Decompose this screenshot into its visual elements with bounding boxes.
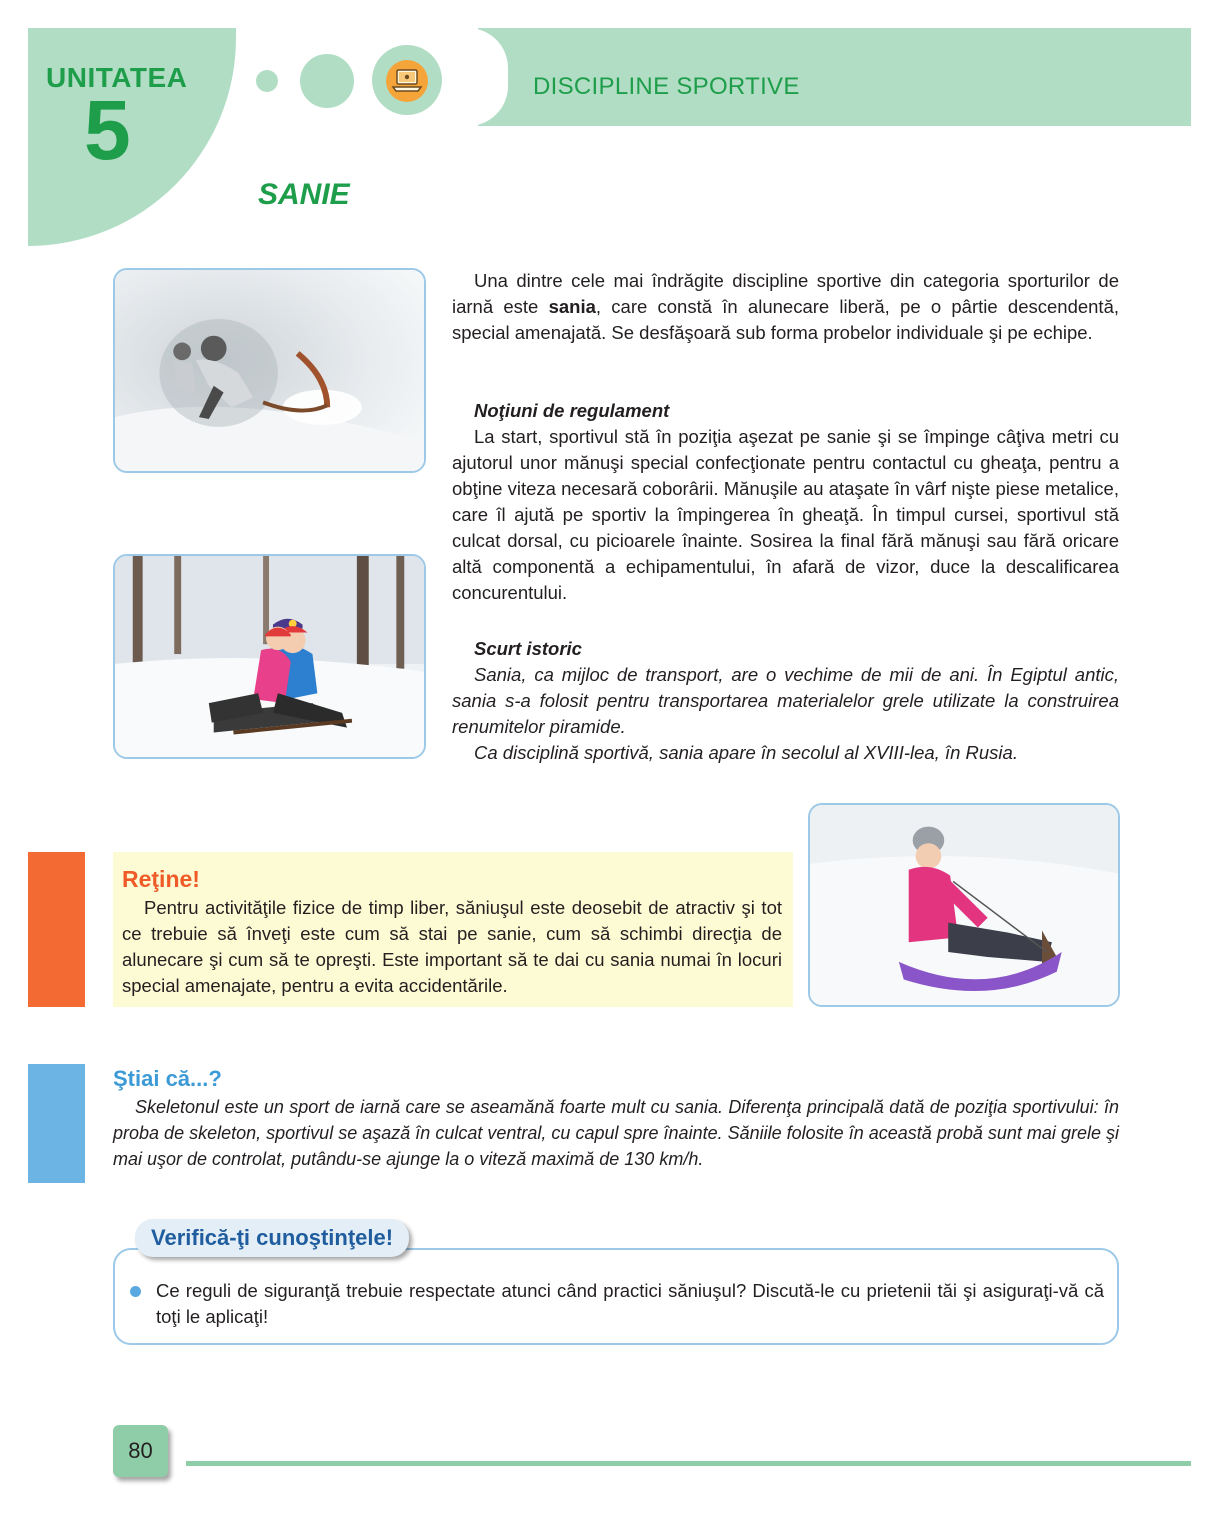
unit-label: UNITATEA	[46, 62, 188, 93]
footer-line	[186, 1461, 1191, 1466]
stiai-paragraph: Skeletonul este un sport de iarnă care se aseamănă foarte mult cu sania. Diferenţa principală dată de poziţia sportivului: în proba de skeleton, sportivul se aşază în culcat ventral, cu capul spre înainte. Săniile folosite în această probă sunt mai grele şi mai uşor de controlat, putându-se ajunge la o viteză maximă de 130 km/h.	[113, 1097, 1119, 1169]
verifica-title: Verifică-ţi cunoştinţele!	[135, 1219, 409, 1257]
retine-paragraph: Pentru activităţile fizice de timp liber, săniuşul este deosebit de atractiv şi tot ce trebuie să înveţi este cum să stai pe sanie, cum să schimbi direcţia de alunecare şi cum să te opreşti. Este important să te dai cu sania numai în locuri special amenajate, pentru a evita accidentările.	[122, 897, 782, 996]
retine-title: Reţine!	[122, 866, 200, 892]
istoric-title: Scurt istoric	[474, 638, 582, 659]
section-title: DISCIPLINE SPORTIVE	[533, 73, 800, 100]
page-title: SANIE	[258, 178, 350, 211]
regulament-section	[452, 398, 1119, 606]
regulament-text: La start, sportivul stă în poziţia aşezat pe sanie şi se împinge câţiva metri cu ajutorul unor mănuşi special confecţionate pentru contactul cu gheaţa, pentru a obţine viteza necesară coborârii. Mănuşile au ataşate în vârf nişte piese metalice, care îl ajută pe sportiv la împingerea în gheaţă. În timpul cursei, sportivul stă culcat dorsal, cu picioarele înainte. Sosirea la final fără mănuşi sau fără oricare altă componentă a echipamentului, în afară de vizor, duce la descalificarea concurentului.	[452, 426, 1119, 603]
unit-number: 5	[84, 83, 131, 177]
intro-text-end: , care constă în alunecare liberă, pe o pârtie descendentă, special amenajată. Se desfăşoară sub forma probelor individuale şi pe echipe.	[452, 296, 1119, 343]
intro-bold-term: sania	[548, 296, 596, 317]
decor-dot-small	[256, 70, 278, 92]
girl-sledding-photo	[808, 803, 1120, 1007]
regulament-title: Noţiuni de regulament	[474, 400, 670, 421]
bullet-dot-icon	[130, 1286, 141, 1297]
retine-text	[122, 895, 782, 999]
stiai-text	[113, 1094, 1119, 1172]
stiai-accent-bar	[28, 1064, 85, 1183]
intro-paragraph	[452, 268, 1119, 346]
stiai-title: Ştiai că...?	[113, 1066, 222, 1091]
istoric-paragraph-2: Ca disciplină sportivă, sania apare în secolul al XVIII-lea, în Rusia.	[474, 742, 1018, 763]
intro-text-start: Una dintre cele mai îndrăgite discipline sportive din categoria sporturilor de iarnă este	[452, 270, 1119, 317]
luge-racer-photo	[113, 268, 426, 473]
page-number: 80	[113, 1425, 168, 1477]
laptop-icon	[386, 60, 428, 102]
kids-sledding-photo	[113, 554, 426, 759]
verifica-question-text: Ce reguli de siguranţă trebuie respectate atunci când practici săniuşul? Discută-le cu prietenii tăi şi asiguraţi-vă că toţi le aplicaţi!	[156, 1280, 1104, 1327]
decor-dot-medium	[300, 54, 354, 108]
retine-accent-bar	[28, 852, 85, 1007]
verifica-question	[156, 1278, 1104, 1330]
istoric-paragraph-1: Sania, ca mijloc de transport, are o vechime de mii de ani. În Egiptul antic, sania s-a folosit pentru transportarea materialelor grele utilizate la construirea renumitelor piramide.	[452, 664, 1119, 737]
istoric-section	[452, 636, 1119, 766]
unit-badge-background	[28, 28, 236, 246]
